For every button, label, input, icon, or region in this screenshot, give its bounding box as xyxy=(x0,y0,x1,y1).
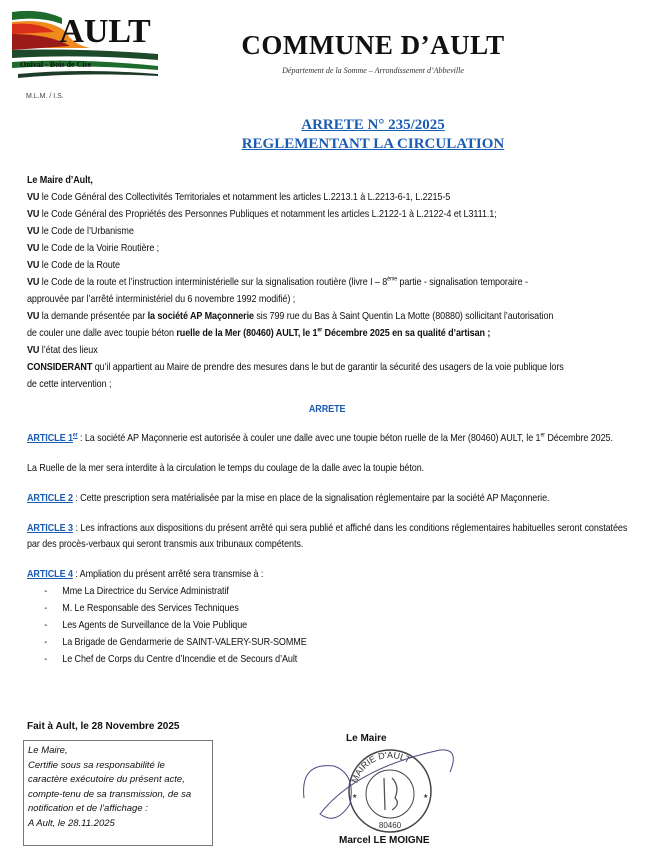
document-body xyxy=(27,172,627,668)
arrete-number: ARRETE N° 235/2025 xyxy=(301,117,445,133)
list-item: - Mme La Directrice du Service Administratif xyxy=(44,585,229,597)
mayor-name: Marcel LE MOIGNE xyxy=(339,835,430,846)
ault-logo xyxy=(10,4,160,84)
signed-date: Fait à Ault, le 28 Novembre 2025 xyxy=(27,721,180,732)
list-item: - La Brigade de Gendarmerie de SAINT-VALERY-SUR-SOMME xyxy=(44,636,307,648)
considerant-cont: de cette intervention ; xyxy=(27,378,112,390)
considerant-line: CONSIDERANT qu’il appartient au Maire de prendre des mesures dans le but de garantir la sécurité des usagers de la voie publique lors xyxy=(27,361,564,373)
cert-line: compte-tenu de sa transmission, de sa xyxy=(28,788,192,800)
vu-line: VU la demande présentée par la société AP Maçonnerie sis 799 rue du Bas à Saint Quentin La Motte (80880) sollicitant l’autorisation xyxy=(27,310,554,322)
cert-line: Le Maire, xyxy=(28,745,68,756)
vu-line: VU le Code de la Voirie Routière ; xyxy=(27,242,160,254)
cert-line: Certifie sous sa responsabilité le xyxy=(28,759,165,771)
cert-line: A Ault, le 28.11.2025 xyxy=(28,817,115,829)
vu-line-cont: approuvée par l’arrêté interministériel du 6 novembre 1992 modifié) ; xyxy=(27,293,296,305)
vu-line: VU le Code de la route et l’instruction interministérielle sur la signalisation routière (livre I – 8ème partie - signalisation temporaire - xyxy=(27,276,528,288)
logo-text: AULT xyxy=(59,13,151,50)
vu-line: VU le Code de la Route xyxy=(27,259,120,271)
mayor-label: Le Maire xyxy=(346,733,387,744)
commune-title: COMMUNE D’AULT xyxy=(241,30,505,60)
vu-line-cont: de couler une dalle avec toupie béton ruelle de la Mer (80460) AULT, le 1er Décembre 2025 en sa qualité d’artisan ; xyxy=(27,327,491,339)
department-subtitle: Département de la Somme – Arrondissement d’Abbeville xyxy=(282,66,464,75)
certification-box xyxy=(23,740,213,846)
logo-subtitle: Onival - Bois de Cise xyxy=(20,60,92,69)
article-4: ARTICLE 4 : Ampliation du présent arrêté sera transmise à : xyxy=(27,568,264,580)
distribution-list xyxy=(27,583,627,668)
svg-text:★: ★ xyxy=(423,794,429,800)
reference-initials: M.L.M. / I.S. xyxy=(26,93,64,100)
vu-line: VU le Code Général des Propriétés des Personnes Publiques et notamment les articles L.2122-1 à L.2122-4 et L3111.1; xyxy=(27,208,497,220)
article-1-paragraph-2: La Ruelle de la mer sera interdite à la circulation le temps du coulage de la dalle avec la toupie béton. xyxy=(27,462,425,474)
vu-line: VU l’état des lieux xyxy=(27,344,98,356)
svg-text:★: ★ xyxy=(352,794,358,800)
arrete-heading: ARRETE xyxy=(308,403,346,415)
list-item: - Les Agents de Surveillance de la Voie Publique xyxy=(44,619,248,631)
seal-postcode: 80460 xyxy=(378,821,402,830)
cert-line: notification et de l’affichage : xyxy=(28,803,148,814)
article-2: ARTICLE 2 : Cette prescription sera matérialisée par la mise en place de la signalisation réglementaire par la société AP Maçonnerie. xyxy=(27,492,550,504)
seal-text: MAIRIE D'AULT xyxy=(349,750,413,785)
vu-line: VU le Code de l’Urbanisme xyxy=(27,225,134,237)
vu-line: VU le Code Général des Collectivités Territoriales et notamment les articles L.2213.1 à L.2213-6-1, L.2215-5 xyxy=(27,191,451,203)
mayor-seal-and-signature xyxy=(300,748,480,834)
article-1: ARTICLE 1er : La société AP Maçonnerie est autorisée à couler une dalle avec une toupie béton ruelle de la Mer (80460) AULT, le 1er Décembre 2025. xyxy=(27,432,613,444)
intro: Le Maire d’Ault, xyxy=(27,174,93,186)
cert-line: caractère exécutoire du présent acte, xyxy=(28,774,185,785)
list-item: - Le Chef de Corps du Centre d’Incendie et de Secours d’Ault xyxy=(44,653,298,665)
arrete-subject: REGLEMENTANT LA CIRCULATION xyxy=(241,136,505,152)
article-3: ARTICLE 3 : Les infractions aux dispositions du présent arrêté qui sera publié et affiché dans les conditions réglementaires habituelles seront constatées par des procès-verbaux qui seront transmis aux tribunaux compétents. xyxy=(27,522,628,550)
list-item: - M. Le Responsable des Services Techniques xyxy=(44,602,239,614)
